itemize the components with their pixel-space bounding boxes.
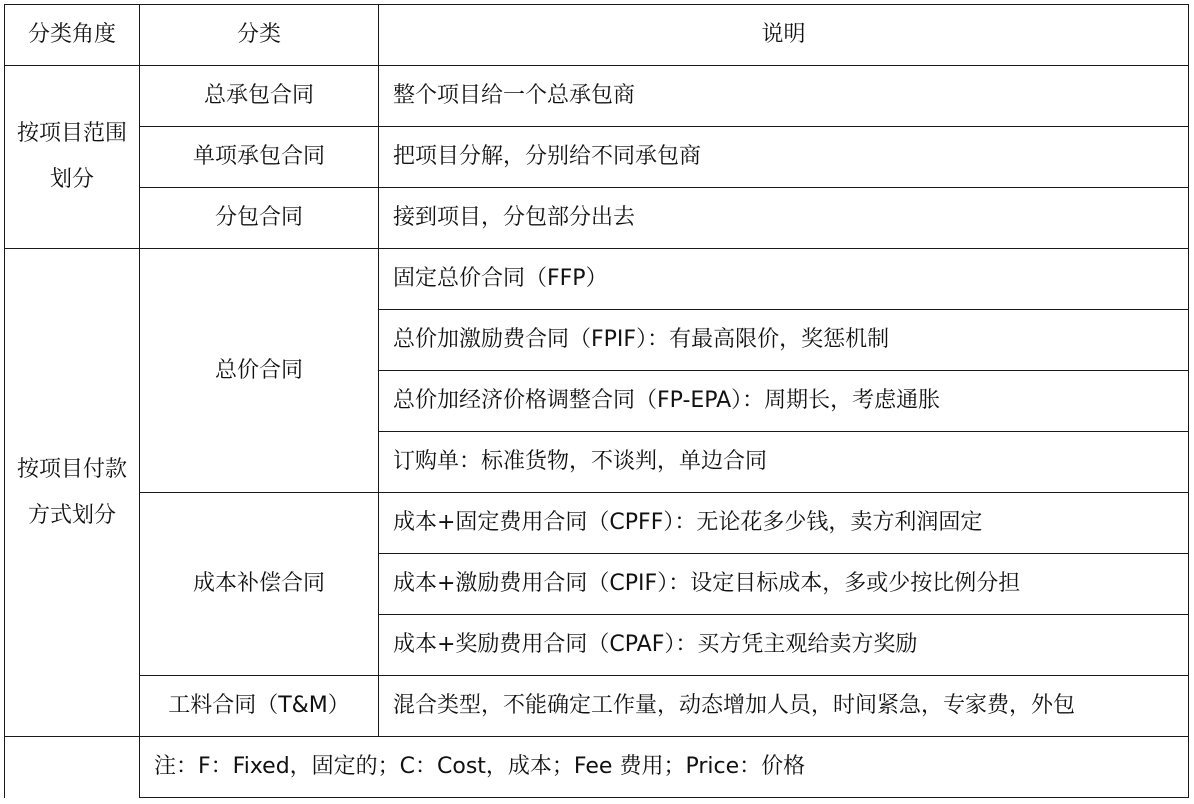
dimension-payment <box>5 249 140 737</box>
category-time-material: 工料合同（T&M） <box>140 676 379 737</box>
category-cell: 总承包合同 <box>140 66 379 127</box>
category-cell: 分包合同 <box>140 188 379 249</box>
dimension-payment-label: 按项目付款方式划分 <box>16 456 127 528</box>
dimension-scope <box>5 66 140 249</box>
description-cell: 接到项目，分包部分出去 <box>379 188 1189 249</box>
table-row <box>5 66 1189 127</box>
note-spacer <box>5 737 140 798</box>
description-cell: 固定总价合同（FFP） <box>379 249 1189 310</box>
table-row <box>5 188 1189 249</box>
table-row <box>5 493 1189 554</box>
description-cell: 成本+固定费用合同（CPFF）：无论花多少钱，卖方利润固定 <box>379 493 1189 554</box>
description-cell: 混合类型，不能确定工作量，动态增加人员，时间紧急，专家费，外包 <box>379 676 1189 737</box>
contract-types-table <box>4 4 1189 798</box>
table-row <box>5 676 1189 737</box>
category-cell: 单项承包合同 <box>140 127 379 188</box>
header-category: 分类 <box>140 5 379 66</box>
table-row <box>5 127 1189 188</box>
header-row <box>5 5 1189 66</box>
table-row <box>5 249 1189 310</box>
category-fixed-price: 总价合同 <box>140 249 379 493</box>
description-cell: 整个项目给一个总承包商 <box>379 66 1189 127</box>
footnote: 注：F：Fixed，固定的；C：Cost，成本；Fee 费用；Price：价格 <box>140 737 1189 798</box>
dimension-scope-label: 按项目范围划分 <box>16 121 127 192</box>
note-row <box>5 737 1189 798</box>
header-dimension: 分类角度 <box>5 5 140 66</box>
description-cell: 成本+激励费用合同（CPIF）：设定目标成本，多或少按比例分担 <box>379 554 1189 615</box>
description-cell: 成本+奖励费用合同（CPAF）：买方凭主观给卖方奖励 <box>379 615 1189 676</box>
description-cell: 总价加经济价格调整合同（FP-EPA）：周期长，考虑通胀 <box>379 371 1189 432</box>
description-cell: 订购单：标准货物，不谈判，单边合同 <box>379 432 1189 493</box>
category-cost-reimbursable: 成本补偿合同 <box>140 493 379 676</box>
header-description: 说明 <box>379 5 1189 66</box>
description-cell: 总价加激励费合同（FPIF）：有最高限价，奖惩机制 <box>379 310 1189 371</box>
description-cell: 把项目分解，分别给不同承包商 <box>379 127 1189 188</box>
